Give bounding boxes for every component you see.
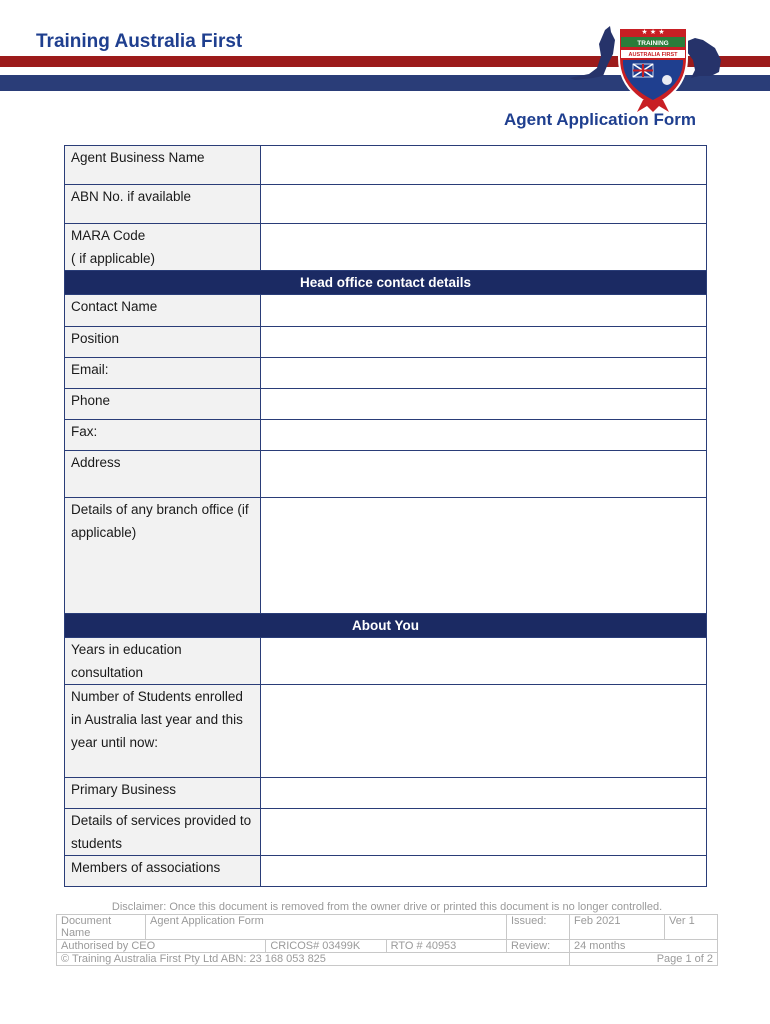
field-label: Fax: — [65, 420, 261, 451]
kangaroo-right-icon — [685, 38, 721, 78]
primary-business-field[interactable] — [261, 778, 707, 809]
field-label: Details of any branch office (if applicable) — [65, 498, 261, 614]
form-row-number-students — [65, 685, 707, 778]
kangaroo-left-icon — [569, 26, 615, 80]
address-field[interactable] — [261, 451, 707, 498]
form-row-fax — [65, 420, 707, 451]
field-label: Phone — [65, 389, 261, 420]
version: Ver 1 — [665, 915, 718, 940]
review-label: Review: — [507, 940, 570, 953]
kangaroo-crest-logo — [563, 20, 727, 112]
form-row-position — [65, 327, 707, 358]
logo-text-top: TRAINING — [637, 40, 669, 47]
document-control-table — [56, 914, 718, 966]
email-field[interactable] — [261, 358, 707, 389]
authorised-by: Authorised by CEO — [57, 940, 266, 953]
position-field[interactable] — [261, 327, 707, 358]
form-row-email — [65, 358, 707, 389]
mara-code-field[interactable] — [261, 224, 707, 271]
fax-field[interactable] — [261, 420, 707, 451]
phone-field[interactable] — [261, 389, 707, 420]
rto-number: RTO # 40953 — [386, 940, 506, 953]
svg-text:★ ★ ★: ★ ★ ★ — [641, 28, 665, 36]
field-label: Position — [65, 327, 261, 358]
form-row-branch-office — [65, 498, 707, 614]
form-row-phone — [65, 389, 707, 420]
form-row-mara-code — [65, 224, 707, 271]
cricos-number: CRICOS# 03499K — [266, 940, 386, 953]
application-form-table — [64, 145, 707, 887]
section-title: Head office contact details — [65, 271, 707, 295]
agent-business-name-field[interactable] — [261, 146, 707, 185]
form-row-primary-business — [65, 778, 707, 809]
field-label: Details of services provided to students — [65, 809, 261, 856]
field-label: Primary Business — [65, 778, 261, 809]
section-header-head-office — [65, 271, 707, 295]
page-number: Page 1 of 2 — [570, 953, 718, 966]
form-title: Agent Application Form — [503, 110, 696, 129]
field-label: MARA Code ( if applicable) — [65, 224, 261, 271]
field-label: Years in education consultation — [65, 638, 261, 685]
branch-office-field[interactable] — [261, 498, 707, 614]
document-name: Agent Application Form — [146, 915, 507, 940]
number-students-field[interactable] — [261, 685, 707, 778]
brand-title: Training Australia First — [36, 31, 243, 52]
review-period: 24 months — [570, 940, 718, 953]
field-label: Contact Name — [65, 295, 261, 327]
field-label: Number of Students enrolled in Australia last year and this year until now: — [65, 685, 261, 778]
disclaimer-text: Disclaimer: Once this document is removed from the owner drive or printed this document is no longer controlled. — [111, 901, 663, 913]
form-row-services — [65, 809, 707, 856]
field-label: Email: — [65, 358, 261, 389]
field-label: Agent Business Name — [65, 146, 261, 185]
form-row-agent-business-name — [65, 146, 707, 185]
issued-label: Issued: — [507, 915, 570, 940]
field-label: ABN No. if available — [65, 185, 261, 224]
logo-text-bottom: AUSTRALIA FIRST — [628, 52, 678, 58]
document-footer — [56, 900, 718, 966]
form-row-years-education — [65, 638, 707, 685]
form-row-address — [65, 451, 707, 498]
section-header-about-you — [65, 614, 707, 638]
years-education-field[interactable] — [261, 638, 707, 685]
form-row-contact-name — [65, 295, 707, 327]
copyright-notice: © Training Australia First Pty Ltd ABN: 23 168 053 825 — [57, 953, 570, 966]
contact-name-field[interactable] — [261, 295, 707, 327]
section-title: About You — [65, 614, 707, 638]
document-name-label: Document Name — [57, 915, 146, 940]
issued-date: Feb 2021 — [570, 915, 665, 940]
field-label: Address — [65, 451, 261, 498]
form-row-abn — [65, 185, 707, 224]
field-label: Members of associations — [65, 856, 261, 887]
services-field[interactable] — [261, 809, 707, 856]
form-row-associations — [65, 856, 707, 887]
abn-field[interactable] — [261, 185, 707, 224]
associations-field[interactable] — [261, 856, 707, 887]
